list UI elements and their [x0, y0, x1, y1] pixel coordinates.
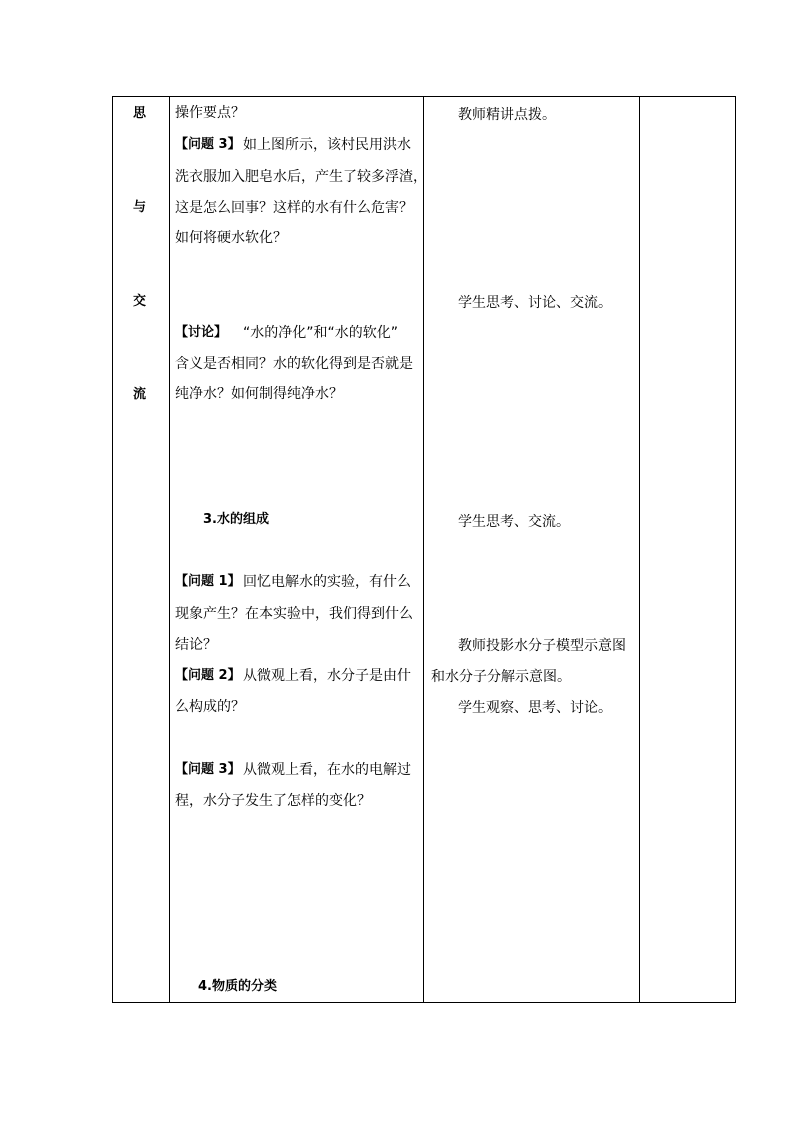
column-divider-1: [169, 97, 170, 1002]
column-divider-3: [639, 97, 640, 1002]
question-label: 【问题 2】: [175, 668, 241, 683]
question-label: 【问题 1】: [175, 574, 241, 589]
question-text: 从微观上看，水分子是由什: [243, 668, 411, 684]
column-divider-2: [423, 97, 424, 1002]
activity-text: 学生思考、交流。: [458, 514, 570, 530]
question-text: 洗衣服加入肥皂水后，产生了较多浮渣，: [175, 169, 427, 185]
question-text: 现象产生？在本实验中，我们得到什么: [175, 606, 413, 622]
discussion-text: 含义是否相同？水的软化得到是否就是: [175, 356, 413, 372]
question-text: 回忆电解水的实验，有什么: [243, 574, 411, 590]
discussion-label: 【讨论】: [175, 325, 228, 340]
stage-char-3: 交: [133, 294, 147, 309]
activity-text: 教师精讲点拨。: [458, 107, 556, 123]
question-text: 如何将硬水软化？: [175, 230, 287, 246]
question-text: 么构成的？: [175, 699, 245, 715]
section-heading: 3.水的组成: [203, 512, 269, 527]
stage-char-2: 与: [133, 200, 147, 215]
activity-text: 学生思考、讨论、交流。: [458, 295, 612, 311]
question-label: 【问题 3】: [175, 137, 241, 152]
question-text: 结论？: [175, 637, 217, 653]
activity-text: 和水分子分解示意图。: [431, 669, 571, 685]
question-text: 程，水分子发生了怎样的变化？: [175, 793, 371, 809]
question-label: 【问题 3】: [175, 762, 241, 777]
discussion-text: “水的净化”和“水的软化”: [243, 325, 399, 341]
stage-char-4: 流: [133, 387, 147, 402]
content-line: 操作要点？: [175, 105, 245, 121]
question-text: 如上图所示，该村民用洪水: [243, 137, 411, 153]
question-text: 这是怎么回事？这样的水有什么危害？: [175, 200, 413, 216]
activity-text: 教师投影水分子模型示意图: [458, 638, 626, 654]
section-heading: 4.物质的分类: [198, 979, 277, 994]
discussion-text: 纯净水？如何制得纯净水？: [175, 386, 343, 402]
activity-text: 学生观察、思考、讨论。: [458, 700, 612, 716]
question-text: 从微观上看，在水的电解过: [243, 762, 411, 778]
stage-char-1: 思: [133, 106, 147, 121]
